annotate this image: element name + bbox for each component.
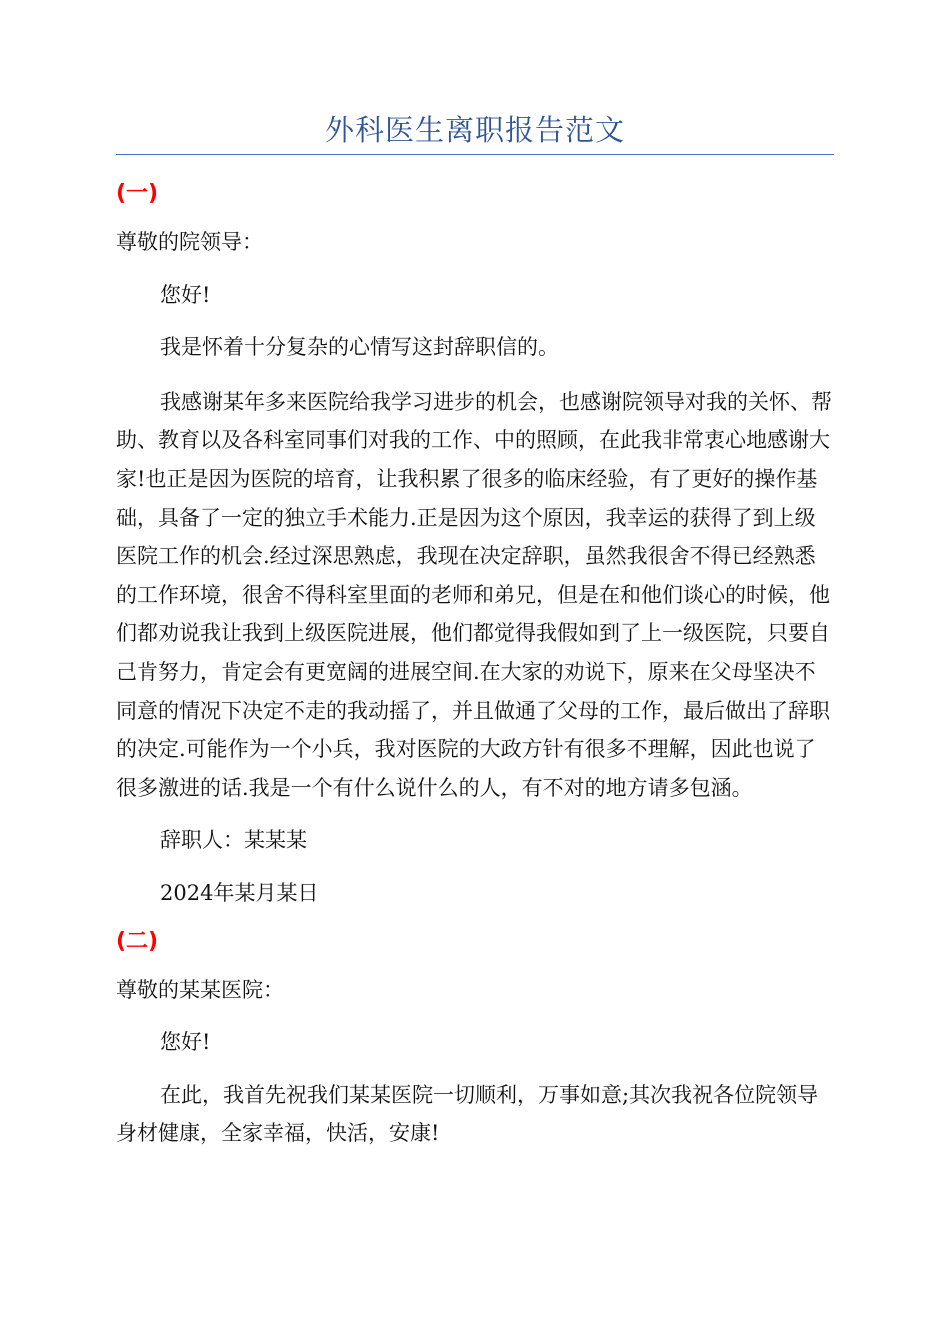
section-heading-2: (二) bbox=[116, 928, 159, 954]
signature-1: 辞职人：某某某 bbox=[160, 828, 307, 853]
body-paragraph-1: 我感谢某年多来医院给我学习进步的机会，也感谢院领导对我的关怀、帮助、教育以及各科室同事们对我的工作、中的照顾，在此我非常衷心地感谢大家!也正是因为医院的培育，让我积累了很多的临床经验，有了更好的操作基础，具备了一定的独立手术能力.正是因为这个原因，我幸运的获得了到上级医院工作的机会.经过深思熟虑，我现在决定辞职，虽然我很舍不得已经熟悉的工作环境，很舍不得科室里面的老师和弟兄，但是在和他们谈心的时候，他们都劝说我让我到上级医院进展，他们都觉得我假如到了上一级医院，只要自己肯努力，肯定会有更宽阔的进展空间.在大家的劝说下，原来在父母坚决不同意的情况下决定不走的我动摇了，并且做通了父母的工作，最后做出了辞职的决定.可能作为一个小兵，我对医院的大政方针有很多不理解，因此也说了很多激进的话.我是一个有什么说什么的人，有不对的地方请多包涵。 bbox=[116, 389, 832, 800]
greeting-1: 您好! bbox=[160, 282, 211, 307]
salutation-2: 尊敬的某某医院： bbox=[116, 977, 284, 1002]
section-heading-1: (一) bbox=[116, 181, 159, 206]
body-paragraph-2: 在此，我首先祝我们某某医院一切顺利，万事如意;其次我祝各位院领导身材健康，全家幸福，快活，安康! bbox=[116, 1082, 819, 1146]
intro-paragraph-1: 我是怀着十分复杂的心情写这封辞职信的。 bbox=[160, 335, 559, 360]
document-title: 外科医生离职报告范文 bbox=[324, 113, 625, 147]
document-page bbox=[116, 108, 834, 1153]
date-1: 2024年某月某日 bbox=[160, 880, 319, 905]
greeting-2: 您好! bbox=[160, 1030, 211, 1055]
title-underline bbox=[116, 154, 834, 155]
salutation-1: 尊敬的院领导： bbox=[116, 230, 263, 254]
